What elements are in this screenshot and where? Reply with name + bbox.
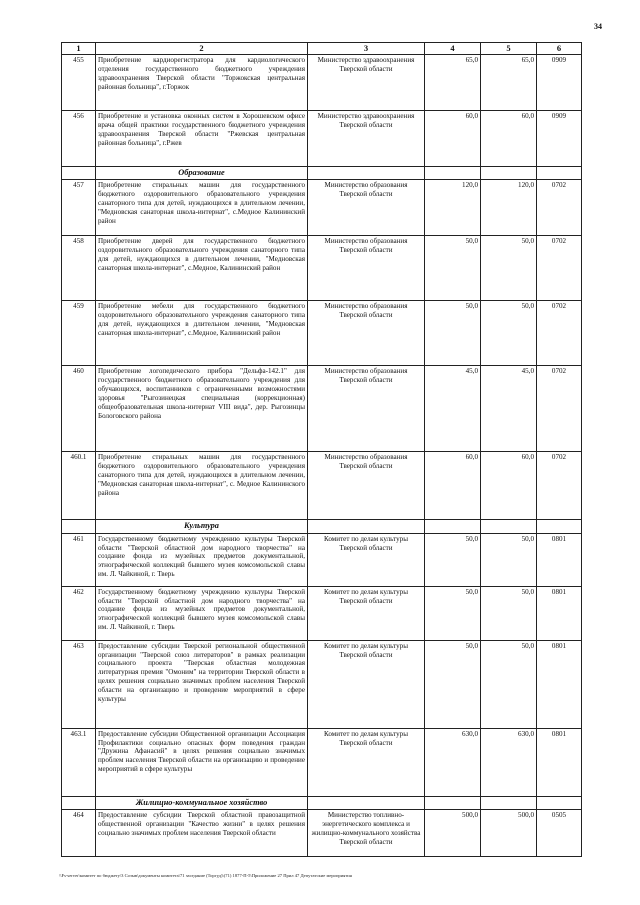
item-description: Приобретение дверей для государственного бюджетного оздоровительного образовательного учреждения санаторного типа для детей, нуждающихся в длительном лечении, "Медновская санаторная школа-интернат", с.Медное, Калининский район bbox=[96, 236, 308, 301]
item-budget-code: 0702 bbox=[537, 366, 582, 452]
item-amount-planned: 50,0 bbox=[425, 236, 481, 301]
table-row bbox=[62, 366, 582, 452]
table-row bbox=[62, 54, 582, 110]
section-empty-cell bbox=[308, 520, 425, 533]
section-empty-cell bbox=[481, 166, 537, 179]
item-description: Приобретение и установка оконных систем в Хорошевском офисе врача общей практики государственного бюджетного учреждения здравоохранения Тверской области "Ржевская центральная районная больница", г.Ржев bbox=[96, 110, 308, 166]
table-row bbox=[62, 110, 582, 166]
item-number: 455 bbox=[62, 54, 96, 110]
item-organization: Комитет по делам культуры Тверской области bbox=[308, 728, 425, 796]
col-header-3: 3 bbox=[308, 43, 425, 55]
table-row bbox=[62, 301, 582, 366]
appropriations-table bbox=[61, 42, 582, 857]
section-title: Культура bbox=[96, 520, 308, 533]
page-number: 34 bbox=[594, 22, 602, 31]
item-budget-code: 0505 bbox=[537, 810, 582, 857]
section-row bbox=[62, 520, 582, 533]
item-number: 462 bbox=[62, 586, 96, 640]
file-path-footer: \\Fs-server\комитет по бюджету\3 Созыв\документы комитета\71 заседание (Торгуд)\(71) 1877-П-5\Приложение 27 Прил 47 Депутатские мероприятия bbox=[59, 873, 352, 878]
table-row bbox=[62, 586, 582, 640]
section-empty-cell bbox=[425, 166, 481, 179]
item-organization: Комитет по делам культуры Тверской области bbox=[308, 586, 425, 640]
item-description: Предоставление субсидии Общественной организации Ассоциация Профилактики социально опасных форм поведения граждан "Дружина Афанасий" в целях решения социально значимых проблем населения Тверской области на организацию и проведение мероприятий в сфере культуры bbox=[96, 728, 308, 796]
item-amount-planned: 50,0 bbox=[425, 533, 481, 586]
item-amount-approved: 50,0 bbox=[481, 533, 537, 586]
item-amount-planned: 50,0 bbox=[425, 301, 481, 366]
item-organization: Министерство образования Тверской области bbox=[308, 366, 425, 452]
item-amount-approved: 50,0 bbox=[481, 301, 537, 366]
item-number: 458 bbox=[62, 236, 96, 301]
item-organization: Комитет по делам культуры Тверской области bbox=[308, 640, 425, 728]
item-description: Приобретение стиральных машин для государственного бюджетного оздоровительного образовательного учреждения санаторного типа для детей, нуждающихся в длительном лечении, "Медновская санаторная школа-интернат", с. Медное Калининского района bbox=[96, 452, 308, 520]
item-budget-code: 0702 bbox=[537, 301, 582, 366]
item-organization: Министерство образования Тверской области bbox=[308, 452, 425, 520]
header-row bbox=[62, 43, 582, 55]
item-budget-code: 0801 bbox=[537, 728, 582, 796]
item-amount-approved: 50,0 bbox=[481, 640, 537, 728]
item-number: 464 bbox=[62, 810, 96, 857]
item-description: Предоставление субсидии Тверской областной правозащитной общественной организации "Качество жизни" в целях решения социально значимых проблем населения Тверской области bbox=[96, 810, 308, 857]
col-header-5: 5 bbox=[481, 43, 537, 55]
item-amount-planned: 60,0 bbox=[425, 110, 481, 166]
section-number-cell bbox=[62, 796, 96, 809]
table-row bbox=[62, 640, 582, 728]
item-budget-code: 0801 bbox=[537, 640, 582, 728]
item-organization: Министерство топливно-энергетического комплекса и жилищно-коммунального хозяйства Тверской области bbox=[308, 810, 425, 857]
item-description: Приобретение мебели для государственного бюджетного оздоровительного образовательного учреждения санаторного типа для детей, нуждающихся в длительном лечении, "Медновская санаторная школа-интернат", с.Медное, Калининский район bbox=[96, 301, 308, 366]
item-budget-code: 0702 bbox=[537, 236, 582, 301]
table-row bbox=[62, 452, 582, 520]
item-amount-approved: 120,0 bbox=[481, 180, 537, 236]
section-row bbox=[62, 166, 582, 179]
table-row bbox=[62, 728, 582, 796]
table-row bbox=[62, 810, 582, 857]
col-header-2: 2 bbox=[96, 43, 308, 55]
section-row bbox=[62, 796, 582, 809]
item-organization: Министерство здравоохранения Тверской области bbox=[308, 110, 425, 166]
section-empty-cell bbox=[425, 796, 481, 809]
section-empty-cell bbox=[537, 796, 582, 809]
item-budget-code: 0702 bbox=[537, 180, 582, 236]
item-budget-code: 0909 bbox=[537, 54, 582, 110]
item-amount-approved: 65,0 bbox=[481, 54, 537, 110]
item-number: 461 bbox=[62, 533, 96, 586]
item-number: 460.1 bbox=[62, 452, 96, 520]
col-header-1: 1 bbox=[62, 43, 96, 55]
item-description: Приобретение логопедического прибора "Дельфа-142.1" для государственного бюджетного образовательного учреждения для обучающихся, воспитанников с ограниченными возможностями здоровья "Рыгозинецкая специальная (коррекционная) общеобразовательная школа-интернат VIII вида", дер. Рыгозинцы Бологовского района bbox=[96, 366, 308, 452]
item-amount-approved: 50,0 bbox=[481, 236, 537, 301]
section-empty-cell bbox=[308, 166, 425, 179]
table-row bbox=[62, 180, 582, 236]
item-organization: Министерство образования Тверской области bbox=[308, 301, 425, 366]
item-amount-approved: 60,0 bbox=[481, 452, 537, 520]
item-description: Предоставление субсидии Тверской региональной общественной организации "Тверской союз литераторов" в рамках реализации социального проекта "Тверская областная молодежная литературная премия "Омоним" на территории Тверской области в целях решения социально значимых проблем населения Тверской области на организацию и проведение мероприятий в сфере культуры bbox=[96, 640, 308, 728]
item-amount-approved: 630,0 bbox=[481, 728, 537, 796]
item-budget-code: 0801 bbox=[537, 586, 582, 640]
item-number: 463.1 bbox=[62, 728, 96, 796]
section-empty-cell bbox=[481, 796, 537, 809]
item-budget-code: 0801 bbox=[537, 533, 582, 586]
section-number-cell bbox=[62, 520, 96, 533]
item-amount-planned: 60,0 bbox=[425, 452, 481, 520]
section-title: Жилищно-коммунальное хозяйство bbox=[96, 796, 308, 809]
item-amount-planned: 120,0 bbox=[425, 180, 481, 236]
item-amount-planned: 50,0 bbox=[425, 586, 481, 640]
section-empty-cell bbox=[481, 520, 537, 533]
col-header-4: 4 bbox=[425, 43, 481, 55]
item-description: Государственному бюджетному учреждению культуры Тверской области "Тверской областной дом народного творчества" на создание фонда из музейных предметов документальной, этнографической коллекций бывшего музея комсомольской славы им. Л. Чайкиной, г. Тверь bbox=[96, 533, 308, 586]
item-number: 463 bbox=[62, 640, 96, 728]
item-amount-planned: 45,0 bbox=[425, 366, 481, 452]
item-number: 460 bbox=[62, 366, 96, 452]
section-empty-cell bbox=[425, 520, 481, 533]
item-number: 459 bbox=[62, 301, 96, 366]
section-empty-cell bbox=[537, 520, 582, 533]
item-organization: Комитет по делам культуры Тверской области bbox=[308, 533, 425, 586]
item-number: 457 bbox=[62, 180, 96, 236]
section-number-cell bbox=[62, 166, 96, 179]
item-amount-planned: 500,0 bbox=[425, 810, 481, 857]
item-organization: Министерство здравоохранения Тверской области bbox=[308, 54, 425, 110]
section-empty-cell bbox=[308, 796, 425, 809]
item-amount-planned: 50,0 bbox=[425, 640, 481, 728]
section-empty-cell bbox=[537, 166, 582, 179]
section-title: Образование bbox=[96, 166, 308, 179]
table-row bbox=[62, 236, 582, 301]
item-organization: Министерство образования Тверской области bbox=[308, 180, 425, 236]
item-number: 456 bbox=[62, 110, 96, 166]
col-header-6: 6 bbox=[537, 43, 582, 55]
item-amount-approved: 50,0 bbox=[481, 586, 537, 640]
item-description: Государственному бюджетному учреждению культуры Тверской области "Тверской областной дом народного творчества" на создание фонда из музейных предметов документальной, этнографической коллекций бывшего музея комсомольской славы им. Л. Чайкиной, г. Тверь bbox=[96, 586, 308, 640]
item-organization: Министерство образования Тверской области bbox=[308, 236, 425, 301]
table-row bbox=[62, 533, 582, 586]
item-budget-code: 0702 bbox=[537, 452, 582, 520]
item-amount-planned: 65,0 bbox=[425, 54, 481, 110]
item-description: Приобретение стиральных машин для государственного бюджетного оздоровительного образовательного учреждения санаторного типа для детей, нуждающихся в длительном лечении, "Медновская санаторная школа-интернат", с.Медное Калининский район bbox=[96, 180, 308, 236]
item-amount-approved: 45,0 bbox=[481, 366, 537, 452]
item-amount-planned: 630,0 bbox=[425, 728, 481, 796]
item-amount-approved: 60,0 bbox=[481, 110, 537, 166]
item-description: Приобретение кардиорегистратора для кардиологического отделения государственного бюджетного учреждения здравоохранения Тверской области "Торжокская центральная районная больница", г.Торжок bbox=[96, 54, 308, 110]
item-budget-code: 0909 bbox=[537, 110, 582, 166]
item-amount-approved: 500,0 bbox=[481, 810, 537, 857]
